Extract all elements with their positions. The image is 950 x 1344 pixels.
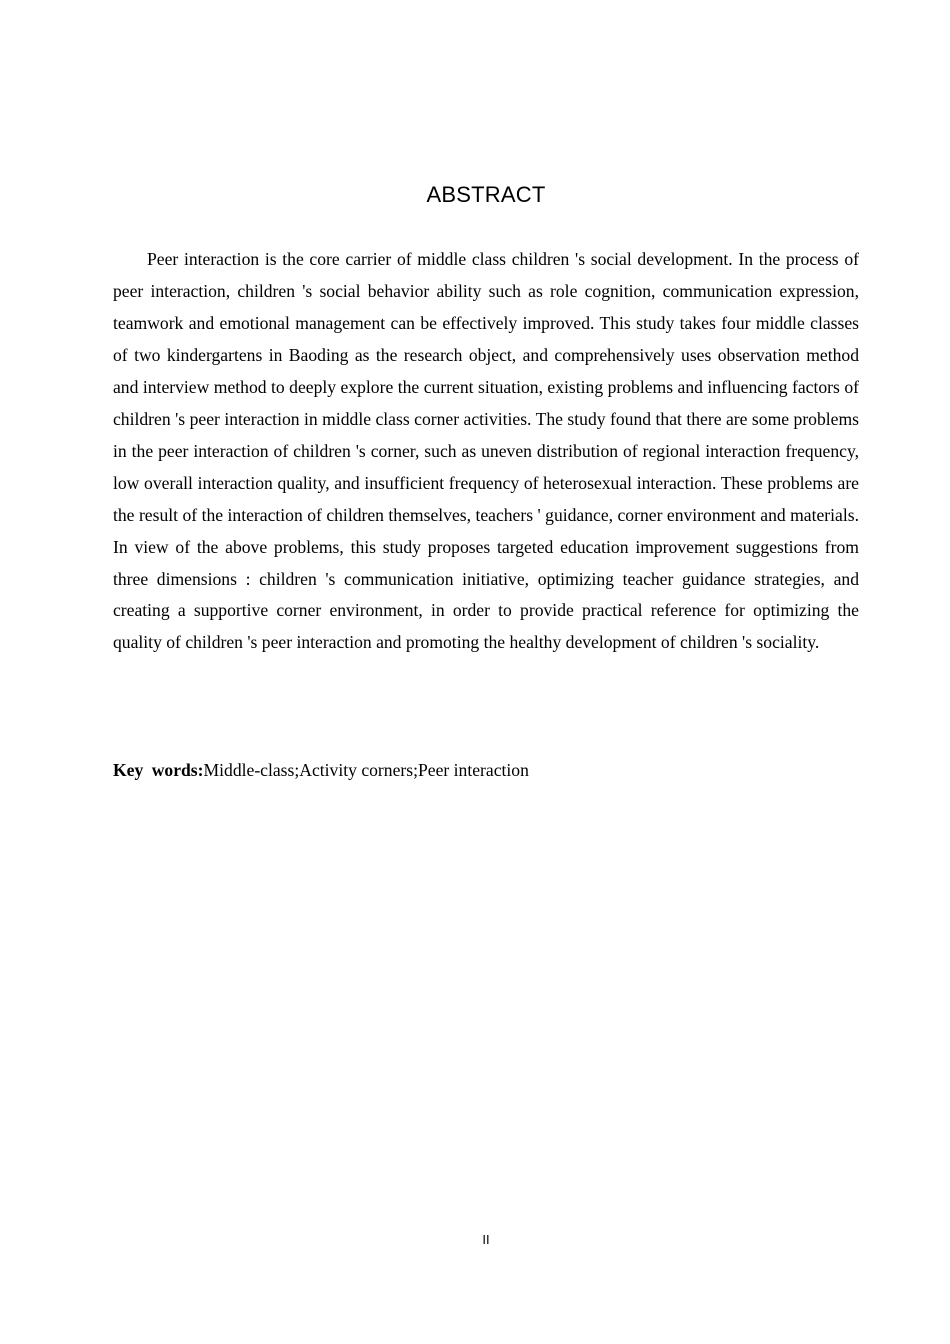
abstract-title: ABSTRACT	[426, 182, 546, 207]
keywords-value: Middle-class;Activity corners;Peer interaction	[203, 760, 529, 780]
keywords-line	[113, 755, 859, 787]
abstract-body: Peer interaction is the core carrier of middle class children 's social development. In the process of peer interaction, children 's social behavior ability such as role cognition, communication expression, teamwork and emotional management can be effectively improved. This study takes four middle classes of two kindergartens in Baoding as the research object, and comprehensively uses observation method and interview method to deeply explore the current situation, existing problems and influencing factors of children 's peer interaction in middle class corner activities. The study found that there are some problems in the peer interaction of children 's corner, such as uneven distribution of regional interaction frequency, low overall interaction quality, and insufficient frequency of heterosexual interaction. These problems are the result of the interaction of children themselves, teachers ' guidance, corner environment and materials. In view of the above problems, this study proposes targeted education improvement suggestions from three dimensions : children 's communication initiative, optimizing teacher guidance strategies, and creating a supportive corner environment, in order to provide practical reference for optimizing the quality of children 's peer interaction and promoting the healthy development of children 's sociality.	[113, 249, 859, 653]
keywords-label: Key words:	[113, 760, 204, 780]
page-number: II	[482, 1232, 490, 1247]
